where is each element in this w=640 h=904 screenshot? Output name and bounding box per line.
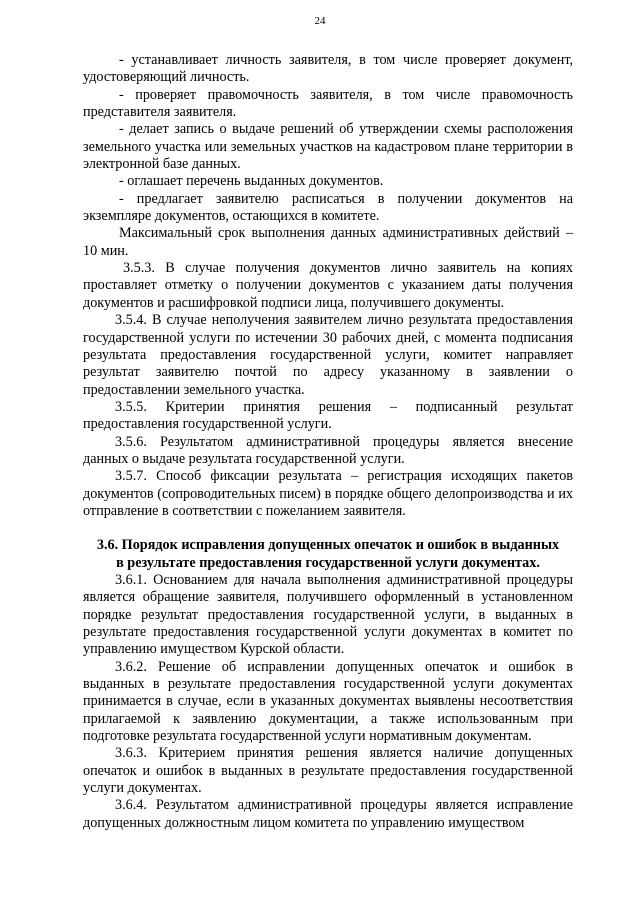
- paragraph: 3.6.1. Основанием для начала выполнения административной процедуры является обращение заявителя, получившего оформленный в установленном порядке результат предоставления государственной услуги, в выданных в результате предоставления государственной услуги документах в комитет по управлению имуществом Курской области.: [83, 571, 573, 658]
- paragraph: 3.5.5. Критерии принятия решения – подписанный результат предоставления государственной услуги.: [83, 398, 573, 433]
- paragraph: - оглашает перечень выданных документов.: [119, 173, 384, 190]
- section-heading: 3.6. Порядок исправления допущенных опечаток и ошибок в выданных в результате предоставления государственной услуги документах.: [96, 537, 560, 571]
- document-body: [83, 52, 573, 832]
- paragraph: - устанавливает личность заявителя, в том числе проверяет документ, удостоверяющий личность.: [83, 52, 573, 86]
- page-number: 24: [314, 15, 326, 27]
- paragraph: 3.5.6. Результатом административной процедуры является внесение данных о выдаче результата государственной услуги.: [83, 433, 573, 467]
- paragraph: - делает запись о выдаче решений об утверждении схемы расположения земельного участка или земельных участков на кадастровом плане территории в электронной базе данных.: [83, 121, 573, 173]
- paragraph: - предлагает заявителю расписаться в получении документов на экземпляре документов, остающихся в комитете.: [83, 190, 573, 225]
- paragraph: 3.5.4. В случае неполучения заявителем лично результата предоставления государственной услуги по истечении 30 рабочих дней, с момента подписания результата предоставления государственной услуги, комитет направляет результат заявителю почтой по адресу указанному в заявлении о предоставлении земельного участка.: [83, 312, 573, 398]
- paragraph: Максимальный срок выполнения данных административных действий – 10 мин.: [83, 225, 573, 259]
- paragraph: - проверяет правомочность заявителя, в том числе правомочность представителя заявителя.: [83, 86, 573, 121]
- paragraph: 3.6.2. Решение об исправлении допущенных опечаток и ошибок в выданных в результате предоставления государственной услуги документах принимается в случае, если в указанных документах выявлены несоответствия прилагаемой к заявлению документации, а также использованным при подготовке результата государственной услуги нормативным документам.: [83, 658, 573, 745]
- paragraph: 3.6.3. Критерием принятия решения является наличие допущенных опечаток и ошибок в выданных в результате предоставления государственной услуги документах.: [83, 745, 573, 797]
- paragraph: 3.5.3. В случае получения документов лично заявитель на копиях проставляет отметку о получении документов с указанием даты получения документов и расшифровкой подписи лица, получившего документы.: [83, 260, 573, 311]
- paragraph: 3.6.4. Результатом административной процедуры является исправление допущенных должностным лицом комитета по управлению имуществом: [83, 797, 573, 831]
- paragraph: 3.5.7. Способ фиксации результата – регистрация исходящих пакетов документов (сопроводительных писем) в порядке общего делопроизводства и их отправление в соответствии с пожеланием заявителя.: [83, 468, 573, 519]
